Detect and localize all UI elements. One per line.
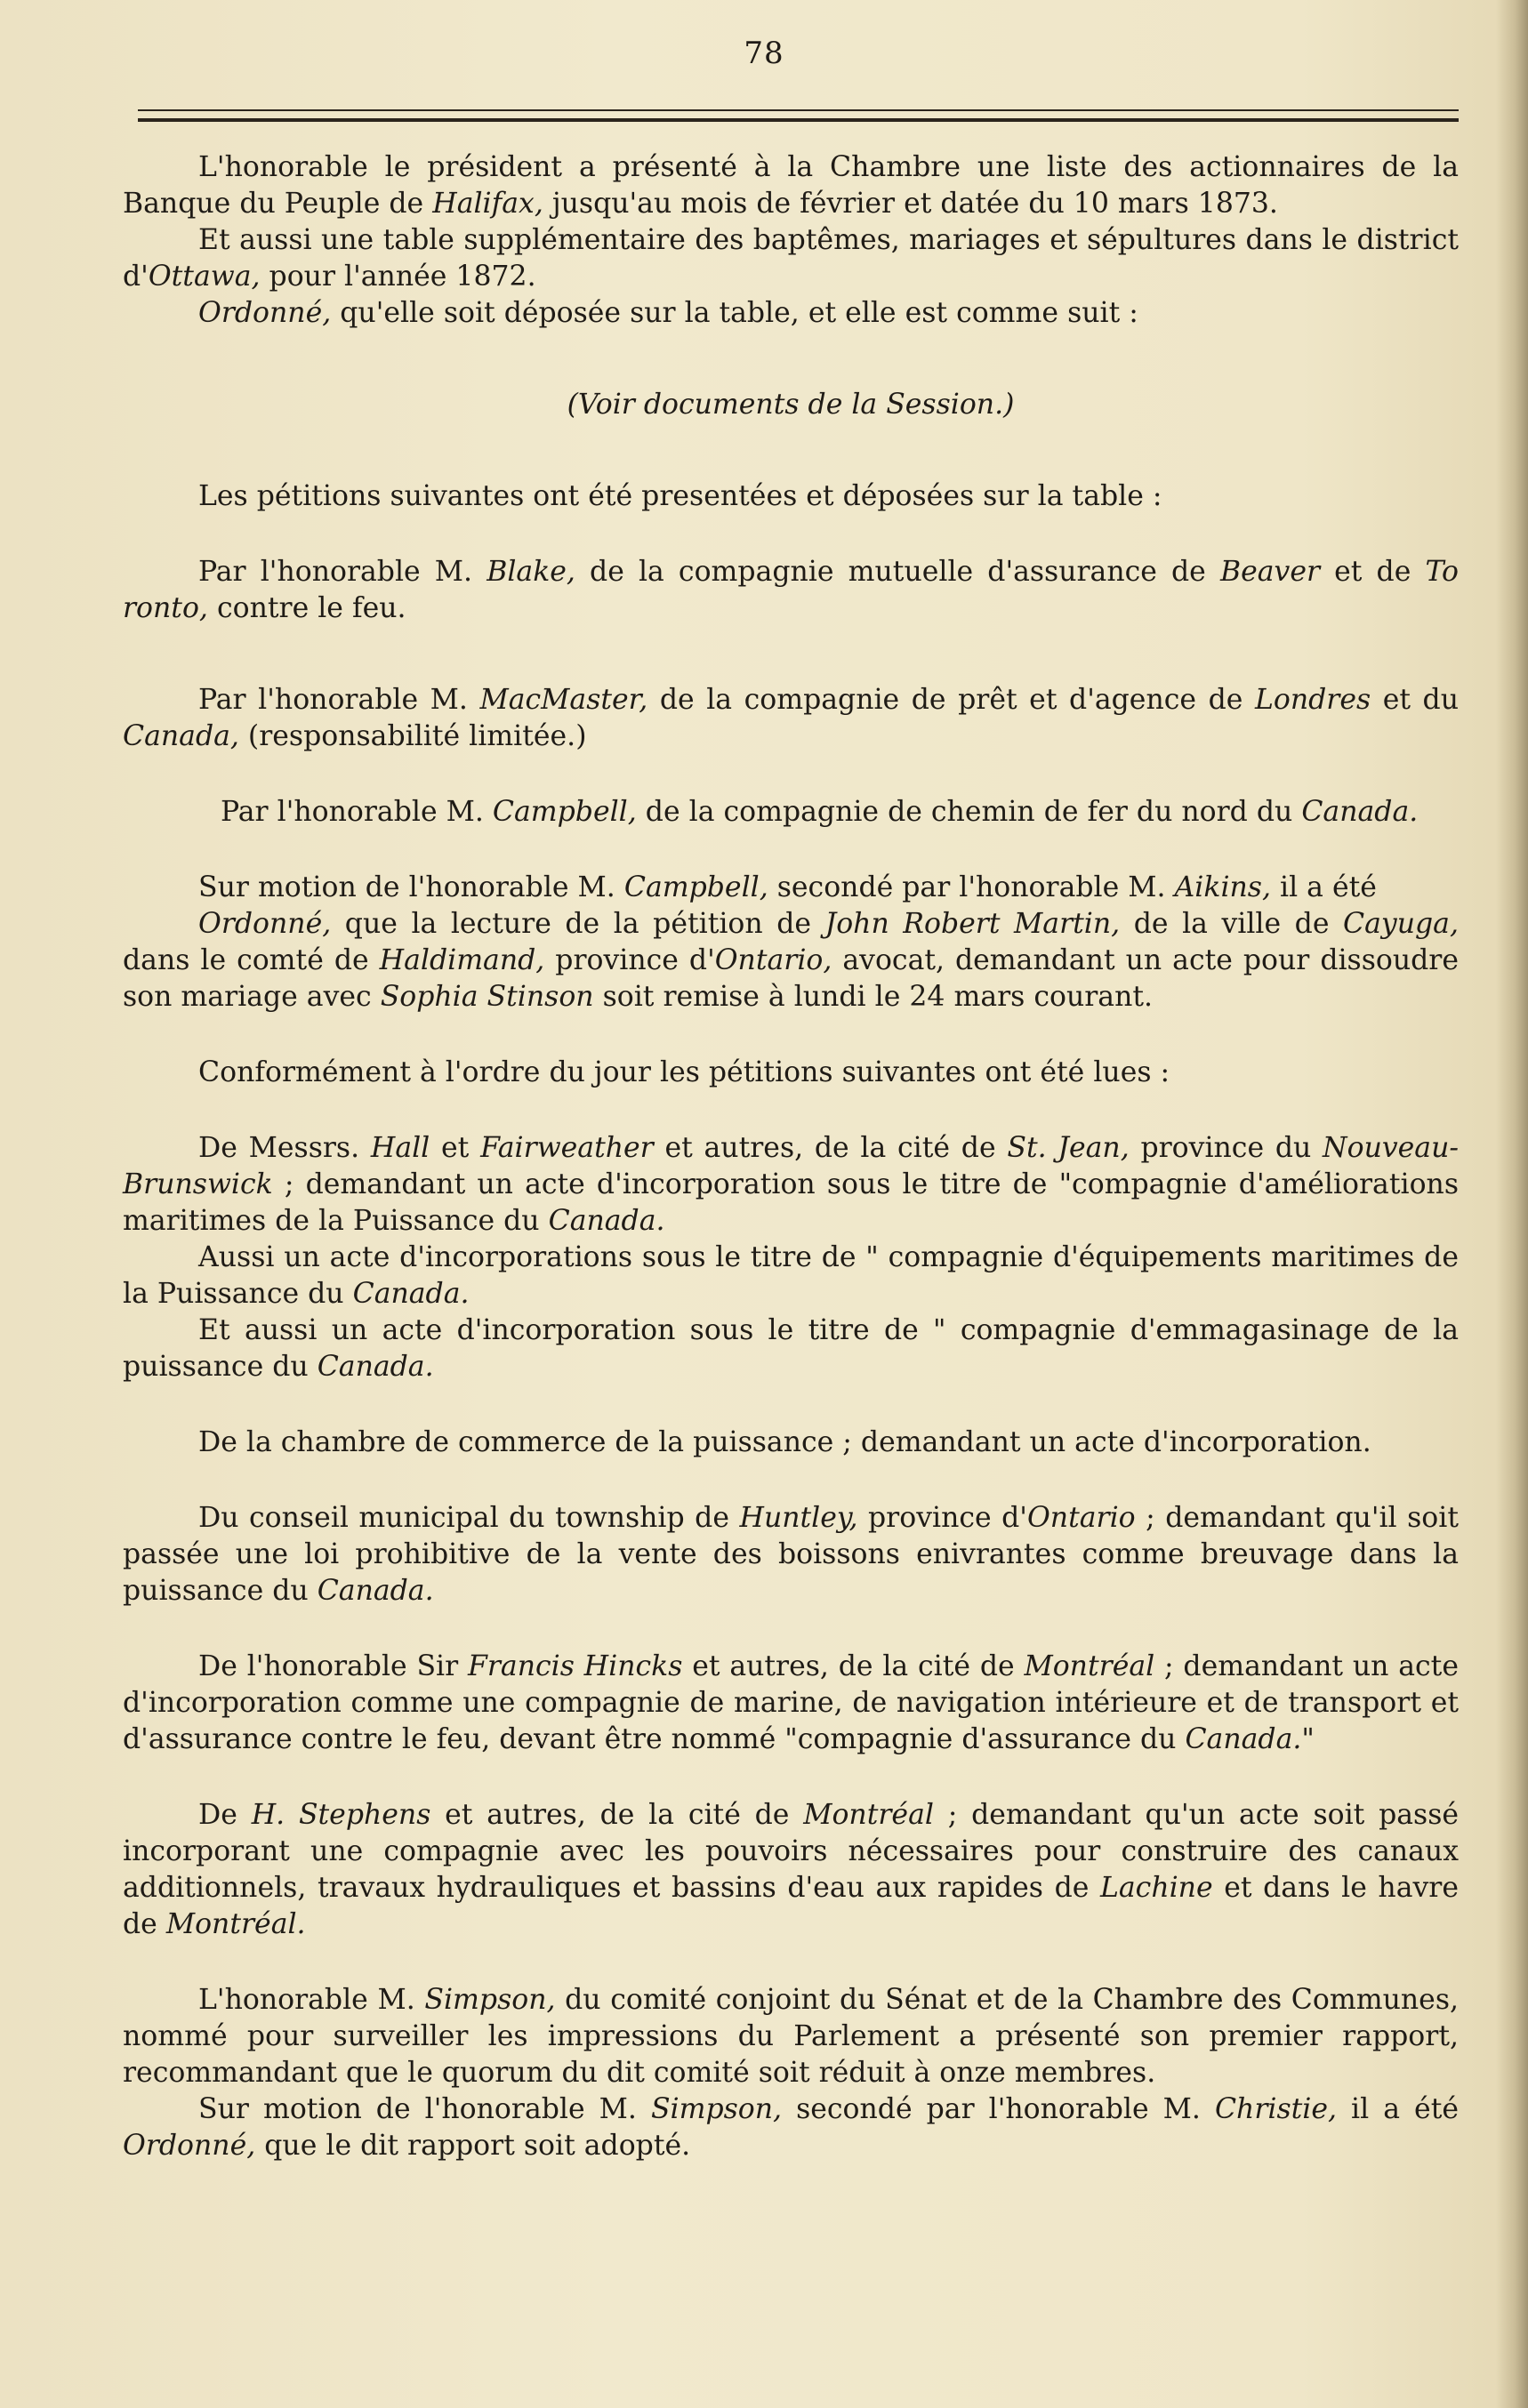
paragraph-maritime-equipment xyxy=(123,1240,1459,1312)
italic-text: Huntley, xyxy=(739,1502,858,1534)
italic-text: Fairweather xyxy=(480,1132,654,1164)
paragraph-warehousing xyxy=(123,1312,1459,1385)
text-run: De Messrs. xyxy=(198,1132,371,1164)
italic-text: Ordonné, xyxy=(198,908,332,940)
text-run: et de xyxy=(1320,556,1426,588)
italic-text: Canada. xyxy=(1301,796,1419,828)
text-run: De la chambre de commerce de la puissance ; demandant un acte d'incorporation. xyxy=(198,1426,1371,1458)
paragraph-chamber-commerce xyxy=(123,1425,1459,1461)
italic-text: Ordonné, xyxy=(198,297,332,329)
paragraph-petition-campbell xyxy=(123,794,1459,831)
paragraph-simpson-report xyxy=(123,1982,1459,2091)
italic-text: MacMaster, xyxy=(479,684,648,716)
italic-text: Ordonné, xyxy=(123,2130,256,2162)
italic-text: Nouveau-Brunswick xyxy=(123,1132,1460,1200)
paragraph-ordered-deposit xyxy=(123,295,1459,332)
text-run: de la compagnie de chemin de fer du nord du xyxy=(636,796,1302,828)
italic-text: Halifax, xyxy=(432,188,543,220)
text-run: Sur motion de l'honorable M. xyxy=(198,871,624,903)
italic-text: Montréal xyxy=(803,1799,934,1831)
paragraph-session-documents xyxy=(123,387,1459,423)
text-run: et dans le havre de xyxy=(123,1872,1459,1940)
text-run: que la lecture de la pétition de xyxy=(331,908,825,940)
header-rule-thin xyxy=(138,109,1459,111)
text-run: et autres, de la cité de xyxy=(653,1132,1008,1164)
text-run: que le dit rapport soit adopté. xyxy=(255,2130,691,2162)
text-run: ; demandant qu'il soit passée une loi prohibitive de la vente des boissons enivrantes comme breuvage dans la puissance du xyxy=(123,1502,1459,1607)
italic-text: Christie, xyxy=(1214,2093,1338,2125)
paragraph-petition-hall xyxy=(123,1130,1459,1240)
text-run: il a été xyxy=(1337,2093,1459,2125)
text-run: Aussi un acte d'incorporations sous le titre de " compagnie d'équipements maritimes de la Puissance du xyxy=(123,1241,1459,1310)
paragraph-stephens xyxy=(123,1797,1459,1943)
text-run: L'honorable le président a présenté à la Chambre une liste des actionnaires de la Banque du Peuple de xyxy=(123,151,1459,220)
text-run: du comité conjoint du Sénat et de la Chambre des Communes, nommé pour surveiller les impressions du Parlement a présenté son premier rapport, recommandant que le quorum du dit comité soit réduit à onze membres. xyxy=(123,1984,1460,2089)
italic-text: John Robert Martin, xyxy=(824,908,1121,940)
text-run: province d' xyxy=(857,1502,1027,1534)
italic-text: Blake, xyxy=(487,556,575,588)
paragraph-ordered-martin xyxy=(123,906,1459,1015)
header-rule-thick xyxy=(138,118,1459,122)
italic-text: St. Jean, xyxy=(1007,1132,1130,1164)
text-run: jusqu'au mois de février et datée du 10 mars 1873. xyxy=(543,188,1278,220)
text-run: Conformément à l'ordre du jour les pétitions suivantes ont été lues : xyxy=(198,1056,1170,1088)
text-run: de la ville de xyxy=(1120,908,1344,940)
text-run: secondé par l'honorable M. xyxy=(768,871,1175,903)
paragraph-petitions-presented xyxy=(123,478,1459,515)
text-run: Par l'honorable M. xyxy=(198,684,480,716)
text-run: Sur motion de l'honorable M. xyxy=(198,2093,651,2125)
paragraph-motion-campbell xyxy=(123,870,1459,906)
italic-text: Lachine xyxy=(1099,1872,1213,1904)
text-run: soit remise à lundi le 24 mars courant. xyxy=(593,981,1154,1013)
text-run: Du conseil municipal du township de xyxy=(198,1502,740,1534)
italic-text: Cayuga, xyxy=(1343,908,1459,940)
text-run: L'honorable M. xyxy=(198,1984,425,2016)
italic-text: Aikins, xyxy=(1174,871,1271,903)
italic-text: Campbell, xyxy=(492,796,637,828)
text-run: avocat, demandant un acte pour dissoudre son mariage avec xyxy=(123,944,1460,1013)
text-run: de la compagnie mutuelle d'assurance de xyxy=(575,556,1220,588)
text-run: et du xyxy=(1371,684,1459,716)
italic-text: Sophia Stinson xyxy=(380,981,594,1013)
text-run: et xyxy=(430,1132,481,1164)
text-run: ; demandant un acte d'incorporation comme une compagnie de marine, de navigation intérieure et de transport et d'assurance contre le feu, devant être nommé "compagnie d'assurance du xyxy=(123,1650,1459,1755)
text-run: dans le comté de xyxy=(123,944,380,976)
italic-text: Canada. xyxy=(548,1205,665,1237)
paragraph-huntley-council xyxy=(123,1500,1459,1609)
italic-text: Simpson, xyxy=(650,2093,783,2125)
italic-text: Campbell, xyxy=(623,871,768,903)
text-run: secondé par l'honorable M. xyxy=(782,2093,1215,2125)
text-run: pour l'année 1872. xyxy=(260,261,536,293)
text-run: et autres, de la cité de xyxy=(682,1650,1025,1682)
italic-text: Beaver xyxy=(1219,556,1321,588)
text-run: De l'honorable Sir xyxy=(198,1650,468,1682)
text-run: ; demandant un acte d'incorporation sous le titre de "compagnie d'améliorations maritimes de la Puissance du xyxy=(123,1168,1459,1237)
italic-text: Montréal xyxy=(1024,1650,1155,1682)
body-text xyxy=(123,149,1459,2164)
paragraph-bank-list xyxy=(123,149,1459,222)
text-run: et autres, de la cité de xyxy=(430,1799,804,1831)
text-run: De xyxy=(198,1799,252,1831)
paragraph-hincks xyxy=(123,1649,1459,1758)
text-run: (responsabilité limitée.) xyxy=(238,720,587,752)
italic-text: Canada. xyxy=(317,1351,434,1383)
italic-text: Simpson, xyxy=(424,1984,556,2016)
text-run: ; demandant qu'un acte soit passé incorporant une compagnie avec les pouvoirs nécessaires pour construire des canaux additionnels, travaux hydrauliques et bassins d'eau aux rapides de xyxy=(123,1799,1460,1904)
text-run: Les pétitions suivantes ont été presentées et déposées sur la table : xyxy=(198,480,1162,512)
italic-text: Londres xyxy=(1254,684,1371,716)
text-run: contre le feu. xyxy=(207,592,406,624)
text-run: Par l'honorable M. xyxy=(221,796,493,828)
text-run: Et aussi une table supplémentaire des baptêmes, mariages et sépultures dans le district d' xyxy=(123,224,1459,293)
italic-text: Haldimand, xyxy=(379,944,545,976)
italic-text: To ronto, xyxy=(123,556,1460,624)
italic-text: Ottawa, xyxy=(148,261,261,293)
text-run: Et aussi un acte d'incorporation sous le titre de " compagnie d'emmagasinage de la puissance du xyxy=(123,1314,1459,1383)
italic-text: Francis Hincks xyxy=(468,1650,683,1682)
text-run: Par l'honorable M. xyxy=(198,556,487,588)
paragraph-motion-simpson xyxy=(123,2091,1459,2164)
text-run: province du xyxy=(1129,1132,1323,1164)
italic-text: H. Stephens xyxy=(251,1799,431,1831)
italic-text: Hall xyxy=(370,1132,430,1164)
italic-text: Canada. xyxy=(352,1278,470,1310)
paragraph-petition-blake xyxy=(123,554,1459,627)
text-run: " xyxy=(1301,1723,1315,1755)
italic-text: Canada. xyxy=(1185,1723,1302,1755)
text-run: de la compagnie de prêt et d'agence de xyxy=(647,684,1255,716)
text-run: province d' xyxy=(544,944,715,976)
italic-text: (Voir documents de la Session.) xyxy=(567,389,1015,421)
italic-text: Canada. xyxy=(317,1575,434,1607)
italic-text: Ontario, xyxy=(714,944,832,976)
page-number: 78 xyxy=(744,36,784,71)
italic-text: Canada, xyxy=(123,720,239,752)
paragraph-petitions-read xyxy=(123,1055,1459,1091)
text-run: il a été xyxy=(1270,871,1377,903)
italic-text: Ontario xyxy=(1026,1502,1136,1534)
page-spine-shadow xyxy=(1496,0,1528,2408)
paragraph-petition-macmaster xyxy=(123,682,1459,755)
paragraph-supplementary-table xyxy=(123,222,1459,295)
italic-text: Montréal. xyxy=(165,1908,306,1940)
text-run: qu'elle soit déposée sur la table, et elle est comme suit : xyxy=(331,297,1138,329)
